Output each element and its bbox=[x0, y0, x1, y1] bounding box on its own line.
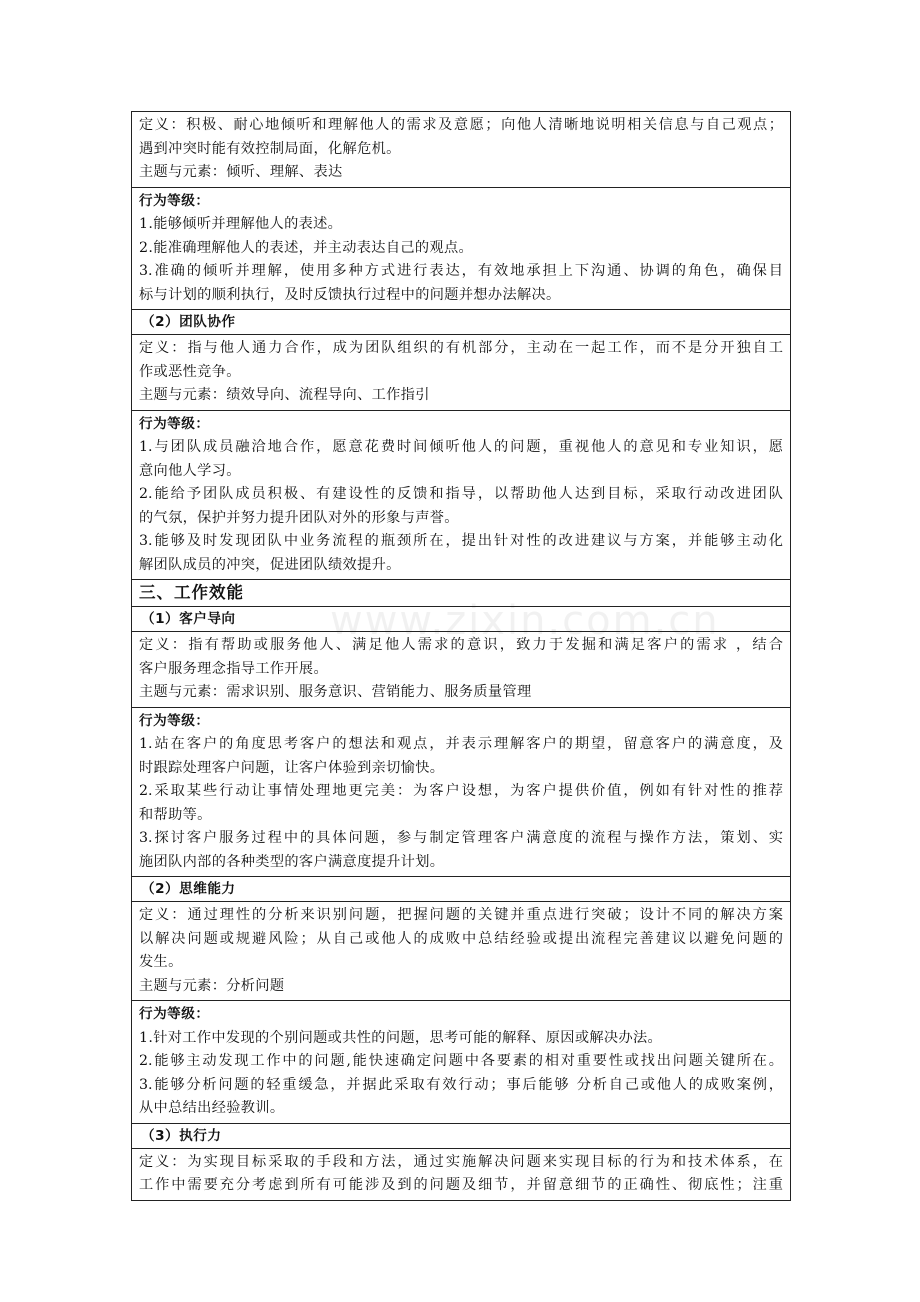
behavior-level-3: 3.准确的倾听并理解，使用多种方式进行表达，有效地承担上下沟通、协调的角色，确保目 bbox=[139, 263, 783, 279]
teamwork-definition-cell bbox=[132, 335, 790, 411]
theme-elements-text: 主题与元素：需求识别、服务意识、营销能力、服务质量管理 bbox=[139, 684, 532, 700]
behavior-level-2: 2.能准确理解他人的表述，并主动表达自己的观点。 bbox=[139, 239, 474, 256]
definition-text: 发生。 bbox=[139, 954, 183, 970]
behavior-level-1: 1.与团队成员融洽地合作，愿意花费时间倾听他人的问题，重视他人的意见和专业知识，愿 bbox=[139, 439, 783, 455]
definition-text: 定义：积极、耐心地倾听和理解他人的需求及意愿；向他人清晰地说明相关信息与自己观点； bbox=[139, 117, 783, 133]
definition-text: 遇到冲突时能有效控制局面，化解危机。 bbox=[139, 140, 401, 157]
execution-definition-cell bbox=[132, 1149, 790, 1201]
behavior-level-3: 3.探讨客户服务过程中的具体问题，参与制定管理客户满意度的流程与操作方法，策划、实 bbox=[139, 830, 783, 846]
behavior-level-3-cont: 解团队成员的冲突，促进团队绩效提升。 bbox=[139, 556, 401, 573]
behavior-level-1: 1.针对工作中发现的个别问题或共性的问题，思考可能的解释、原因或解决办法。 bbox=[139, 1029, 663, 1046]
definition-text: 定义：通过理性的分析来识别问题，把握问题的关键并重点进行突破；设计不同的解决方案 bbox=[139, 907, 783, 923]
behavior-level-3-cont: 标与计划的顺利执行，及时反馈执行过程中的问题并想办法解决。 bbox=[139, 286, 561, 303]
teamwork-behavior-levels-cell bbox=[132, 411, 790, 581]
behavior-level-2-cont: 的气氛，保护并努力提升团队对外的形象与声誉。 bbox=[139, 509, 459, 526]
behavior-level-2: 2.能够主动发现工作中的问题,能快速确定问题中各要素的相对重要性或找出问题关键所在。 bbox=[139, 1053, 783, 1069]
definition-text: 定义：为实现目标采取的手段和方法，通过实施解决问题来实现目标的行为和技术体系，在 bbox=[139, 1153, 783, 1170]
subsection-heading-customer-orientation: （1）客户导向 bbox=[141, 611, 236, 627]
behavior-level-3: 3.能够分析问题的轻重缓急，并据此采取有效行动；事后能够 分析自己或他人的成败案例， bbox=[139, 1076, 783, 1093]
watermark: www.zixin.com.cn bbox=[330, 598, 720, 644]
subsection-heading-teamwork: （2）团队协作 bbox=[141, 314, 236, 330]
definition-text: 作或恶性竞争。 bbox=[139, 363, 241, 380]
behavior-levels-label: 行为等级： bbox=[139, 415, 210, 432]
behavior-level-2: 2.能给予团队成员积极、有建设性的反馈和指导，以帮助他人达到目标，采取行动改进团队 bbox=[139, 486, 783, 502]
behavior-level-3: 3.能够及时发现团队中业务流程的瓶颈所在，提出针对性的改进建议与方案，并能够主动化 bbox=[139, 533, 783, 549]
execution-heading-cell bbox=[132, 1124, 790, 1149]
teamwork-heading-cell bbox=[132, 310, 790, 335]
subsection-heading-execution: （3）执行力 bbox=[141, 1127, 222, 1144]
definition-text: 以解决问题或规避风险；从自己或他人的成败中总结经验或提出流程完善建议以避免问题的 bbox=[139, 930, 783, 947]
behavior-levels-label: 行为等级： bbox=[139, 1006, 210, 1022]
behavior-level-1-cont: 意向他人学习。 bbox=[139, 462, 241, 479]
theme-elements-text: 主题与元素：分析问题 bbox=[139, 977, 285, 994]
communication-behavior-levels-cell bbox=[132, 188, 790, 311]
behavior-level-3-cont: 施团队内部的各种类型的客户满意度提升计划。 bbox=[139, 853, 445, 870]
definition-text: 客户服务理念指导工作开展。 bbox=[139, 660, 328, 677]
theme-elements-text: 主题与元素：倾听、理解、表达 bbox=[139, 164, 343, 180]
customer-orientation-behavior-levels-cell bbox=[132, 708, 790, 878]
work-efficiency-heading-cell bbox=[132, 580, 790, 607]
customer-orientation-heading-cell bbox=[132, 607, 790, 632]
behavior-level-1: 1.站在客户的角度思考客户的想法和观点，并表示理解客户的期望，留意客户的满意度，及 bbox=[139, 736, 783, 752]
communication-definition-cell bbox=[132, 112, 790, 188]
behavior-levels-label: 行为等级： bbox=[139, 192, 210, 209]
definition-text: 工作中需要充分考虑到所有可能涉及到的问题及细节，并留意细节的正确性、彻底性；注重 bbox=[139, 1177, 783, 1193]
behavior-level-2: 2.采取某些行动让事情处理地更完美：为客户设想，为客户提供价值，例如有针对性的推荐 bbox=[139, 783, 783, 799]
behavior-level-1-cont: 时跟踪处理客户问题，让客户体验到亲切愉快。 bbox=[139, 759, 445, 776]
behavior-level-2-cont: 和帮助等。 bbox=[139, 806, 212, 823]
section-heading-work-efficiency: 三、工作效能 bbox=[139, 583, 244, 602]
definition-text: 定义：指与他人通力合作，成为团队组织的有机部分，主动在一起工作，而不是分开独自工 bbox=[139, 340, 783, 356]
definition-text: 定义：指有帮助或服务他人、满足他人需求的意识，致力于发掘和满足客户的需求 ，结合 bbox=[139, 637, 783, 653]
behavior-levels-label: 行为等级： bbox=[139, 712, 210, 729]
customer-orientation-definition-cell bbox=[132, 632, 790, 708]
competency-table bbox=[131, 111, 791, 1201]
thinking-ability-behavior-levels-cell bbox=[132, 1001, 790, 1124]
theme-elements-text: 主题与元素：绩效导向、流程导向、工作指引 bbox=[139, 387, 430, 403]
behavior-level-1: 1.能够倾听并理解他人的表述。 bbox=[139, 216, 343, 232]
behavior-level-3-cont: 从中总结出经验教训。 bbox=[139, 1100, 285, 1116]
subsection-heading-thinking-ability: （2）思维能力 bbox=[141, 881, 236, 897]
thinking-ability-definition-cell bbox=[132, 902, 790, 1001]
thinking-ability-heading-cell bbox=[132, 877, 790, 902]
